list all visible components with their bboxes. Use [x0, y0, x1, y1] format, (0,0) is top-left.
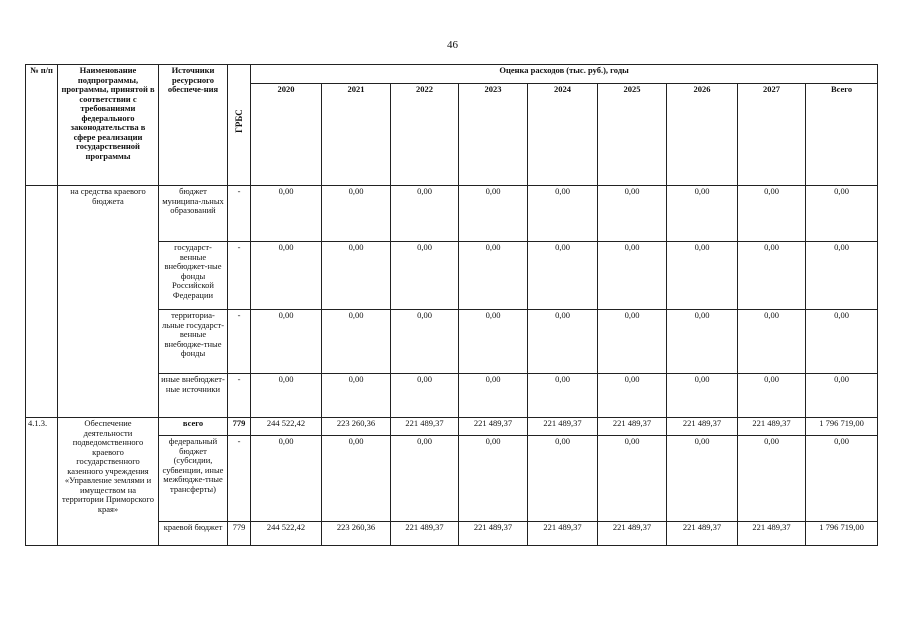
value-cell: 0,00 — [391, 436, 459, 522]
value-cell: 0,00 — [738, 310, 806, 374]
value-cell: 244 522,42 — [251, 418, 322, 436]
section-a-no-cell — [26, 186, 58, 418]
value-cell: 244 522,42 — [251, 522, 322, 546]
section-b-no: 4.1.3. — [26, 418, 58, 546]
value-cell: 0,00 — [322, 436, 391, 522]
grbs-cell: - — [228, 436, 251, 522]
value-cell: 0,00 — [322, 186, 391, 242]
value-cell: 221 489,37 — [391, 418, 459, 436]
table-row — [26, 418, 878, 436]
value-cell: 0,00 — [598, 436, 667, 522]
value-cell: 0,00 — [738, 374, 806, 418]
grbs-cell: 779 — [228, 522, 251, 546]
value-cell: 0,00 — [322, 310, 391, 374]
value-cell: 221 489,37 — [459, 522, 528, 546]
value-cell: 0,00 — [251, 436, 322, 522]
value-cell: 221 489,37 — [667, 418, 738, 436]
header-year: 2026 — [667, 84, 738, 186]
value-cell: 0,00 — [806, 310, 878, 374]
value-cell: 0,00 — [391, 310, 459, 374]
budget-table — [25, 64, 878, 546]
value-cell: 0,00 — [528, 310, 598, 374]
grbs-cell: 779 — [228, 418, 251, 436]
value-cell: 0,00 — [528, 186, 598, 242]
header-year: 2020 — [251, 84, 322, 186]
header-year: 2025 — [598, 84, 667, 186]
value-cell: 0,00 — [459, 310, 528, 374]
section-b-name: Обеспечение деятельности подведомственного краевого государственного казенного учреждения «Управление землями и имуществом на территории Приморского края» — [58, 418, 159, 546]
source-cell: государст-венные внебюджет-ные фонды Российской Федерации — [159, 242, 228, 310]
value-cell: 0,00 — [251, 374, 322, 418]
value-cell: 0,00 — [598, 374, 667, 418]
value-cell: 221 489,37 — [528, 418, 598, 436]
value-cell: 223 260,36 — [322, 418, 391, 436]
header-year: 2022 — [391, 84, 459, 186]
value-cell: 0,00 — [738, 242, 806, 310]
value-cell: 0,00 — [528, 242, 598, 310]
value-cell: 221 489,37 — [598, 522, 667, 546]
value-cell: 0,00 — [806, 186, 878, 242]
value-cell: 0,00 — [251, 186, 322, 242]
header-source: Источники ресурсного обеспече-ния — [159, 65, 228, 186]
value-cell: 0,00 — [806, 436, 878, 522]
value-cell: 0,00 — [738, 186, 806, 242]
grbs-cell: - — [228, 374, 251, 418]
value-cell: 0,00 — [667, 242, 738, 310]
value-cell: 0,00 — [459, 436, 528, 522]
table-row — [26, 186, 878, 242]
value-cell: 0,00 — [806, 374, 878, 418]
value-cell: 1 796 719,00 — [806, 418, 878, 436]
source-cell: всего — [159, 418, 228, 436]
value-cell: 221 489,37 — [391, 522, 459, 546]
header-year: 2024 — [528, 84, 598, 186]
source-cell: краевой бюджет — [159, 522, 228, 546]
value-cell: 1 796 719,00 — [806, 522, 878, 546]
source-cell: бюджет муниципа-льных образований — [159, 186, 228, 242]
source-cell: территориа-льные государст-венные внебюдже-тные фонды — [159, 310, 228, 374]
value-cell: 0,00 — [459, 374, 528, 418]
value-cell: 0,00 — [598, 242, 667, 310]
value-cell: 0,00 — [667, 186, 738, 242]
header-total: Всего — [806, 84, 878, 186]
value-cell: 0,00 — [528, 374, 598, 418]
header-grbs-cell — [228, 65, 251, 186]
grbs-cell: - — [228, 186, 251, 242]
header-year: 2023 — [459, 84, 528, 186]
header-name: Наименование подпрограммы, программы, принятой в соответствии с требованиями федерального законодательства в сфере реализации государственной программы — [58, 65, 159, 186]
value-cell: 0,00 — [391, 242, 459, 310]
page-number: 46 — [447, 39, 458, 51]
value-cell: 221 489,37 — [459, 418, 528, 436]
value-cell: 0,00 — [322, 242, 391, 310]
value-cell: 221 489,37 — [598, 418, 667, 436]
grbs-cell: - — [228, 310, 251, 374]
section-a-name: на средства краевого бюджета — [58, 186, 159, 418]
value-cell: 0,00 — [667, 310, 738, 374]
grbs-cell: - — [228, 242, 251, 310]
value-cell: 0,00 — [391, 374, 459, 418]
value-cell: 223 260,36 — [322, 522, 391, 546]
header-estimate: Оценка расходов (тыс. руб.), годы — [251, 65, 878, 84]
value-cell: 0,00 — [322, 374, 391, 418]
header-year: 2027 — [738, 84, 806, 186]
header-no: № п/п — [26, 65, 58, 186]
value-cell: 0,00 — [528, 436, 598, 522]
header-row-1 — [26, 65, 878, 84]
value-cell: 0,00 — [738, 436, 806, 522]
value-cell: 221 489,37 — [738, 418, 806, 436]
value-cell: 0,00 — [598, 186, 667, 242]
value-cell: 0,00 — [391, 186, 459, 242]
value-cell: 221 489,37 — [738, 522, 806, 546]
value-cell: 221 489,37 — [667, 522, 738, 546]
value-cell: 0,00 — [806, 242, 878, 310]
value-cell: 221 489,37 — [528, 522, 598, 546]
value-cell: 0,00 — [667, 436, 738, 522]
value-cell: 0,00 — [598, 310, 667, 374]
value-cell: 0,00 — [667, 374, 738, 418]
header-grbs: ГРБС — [233, 109, 244, 133]
value-cell: 0,00 — [251, 242, 322, 310]
source-cell: иные внебюджет-ные источники — [159, 374, 228, 418]
source-cell: федеральный бюджет (субсидии, субвенции, иные межбюдже-тные трансферты) — [159, 436, 228, 522]
header-year: 2021 — [322, 84, 391, 186]
value-cell: 0,00 — [251, 310, 322, 374]
value-cell: 0,00 — [459, 242, 528, 310]
value-cell: 0,00 — [459, 186, 528, 242]
